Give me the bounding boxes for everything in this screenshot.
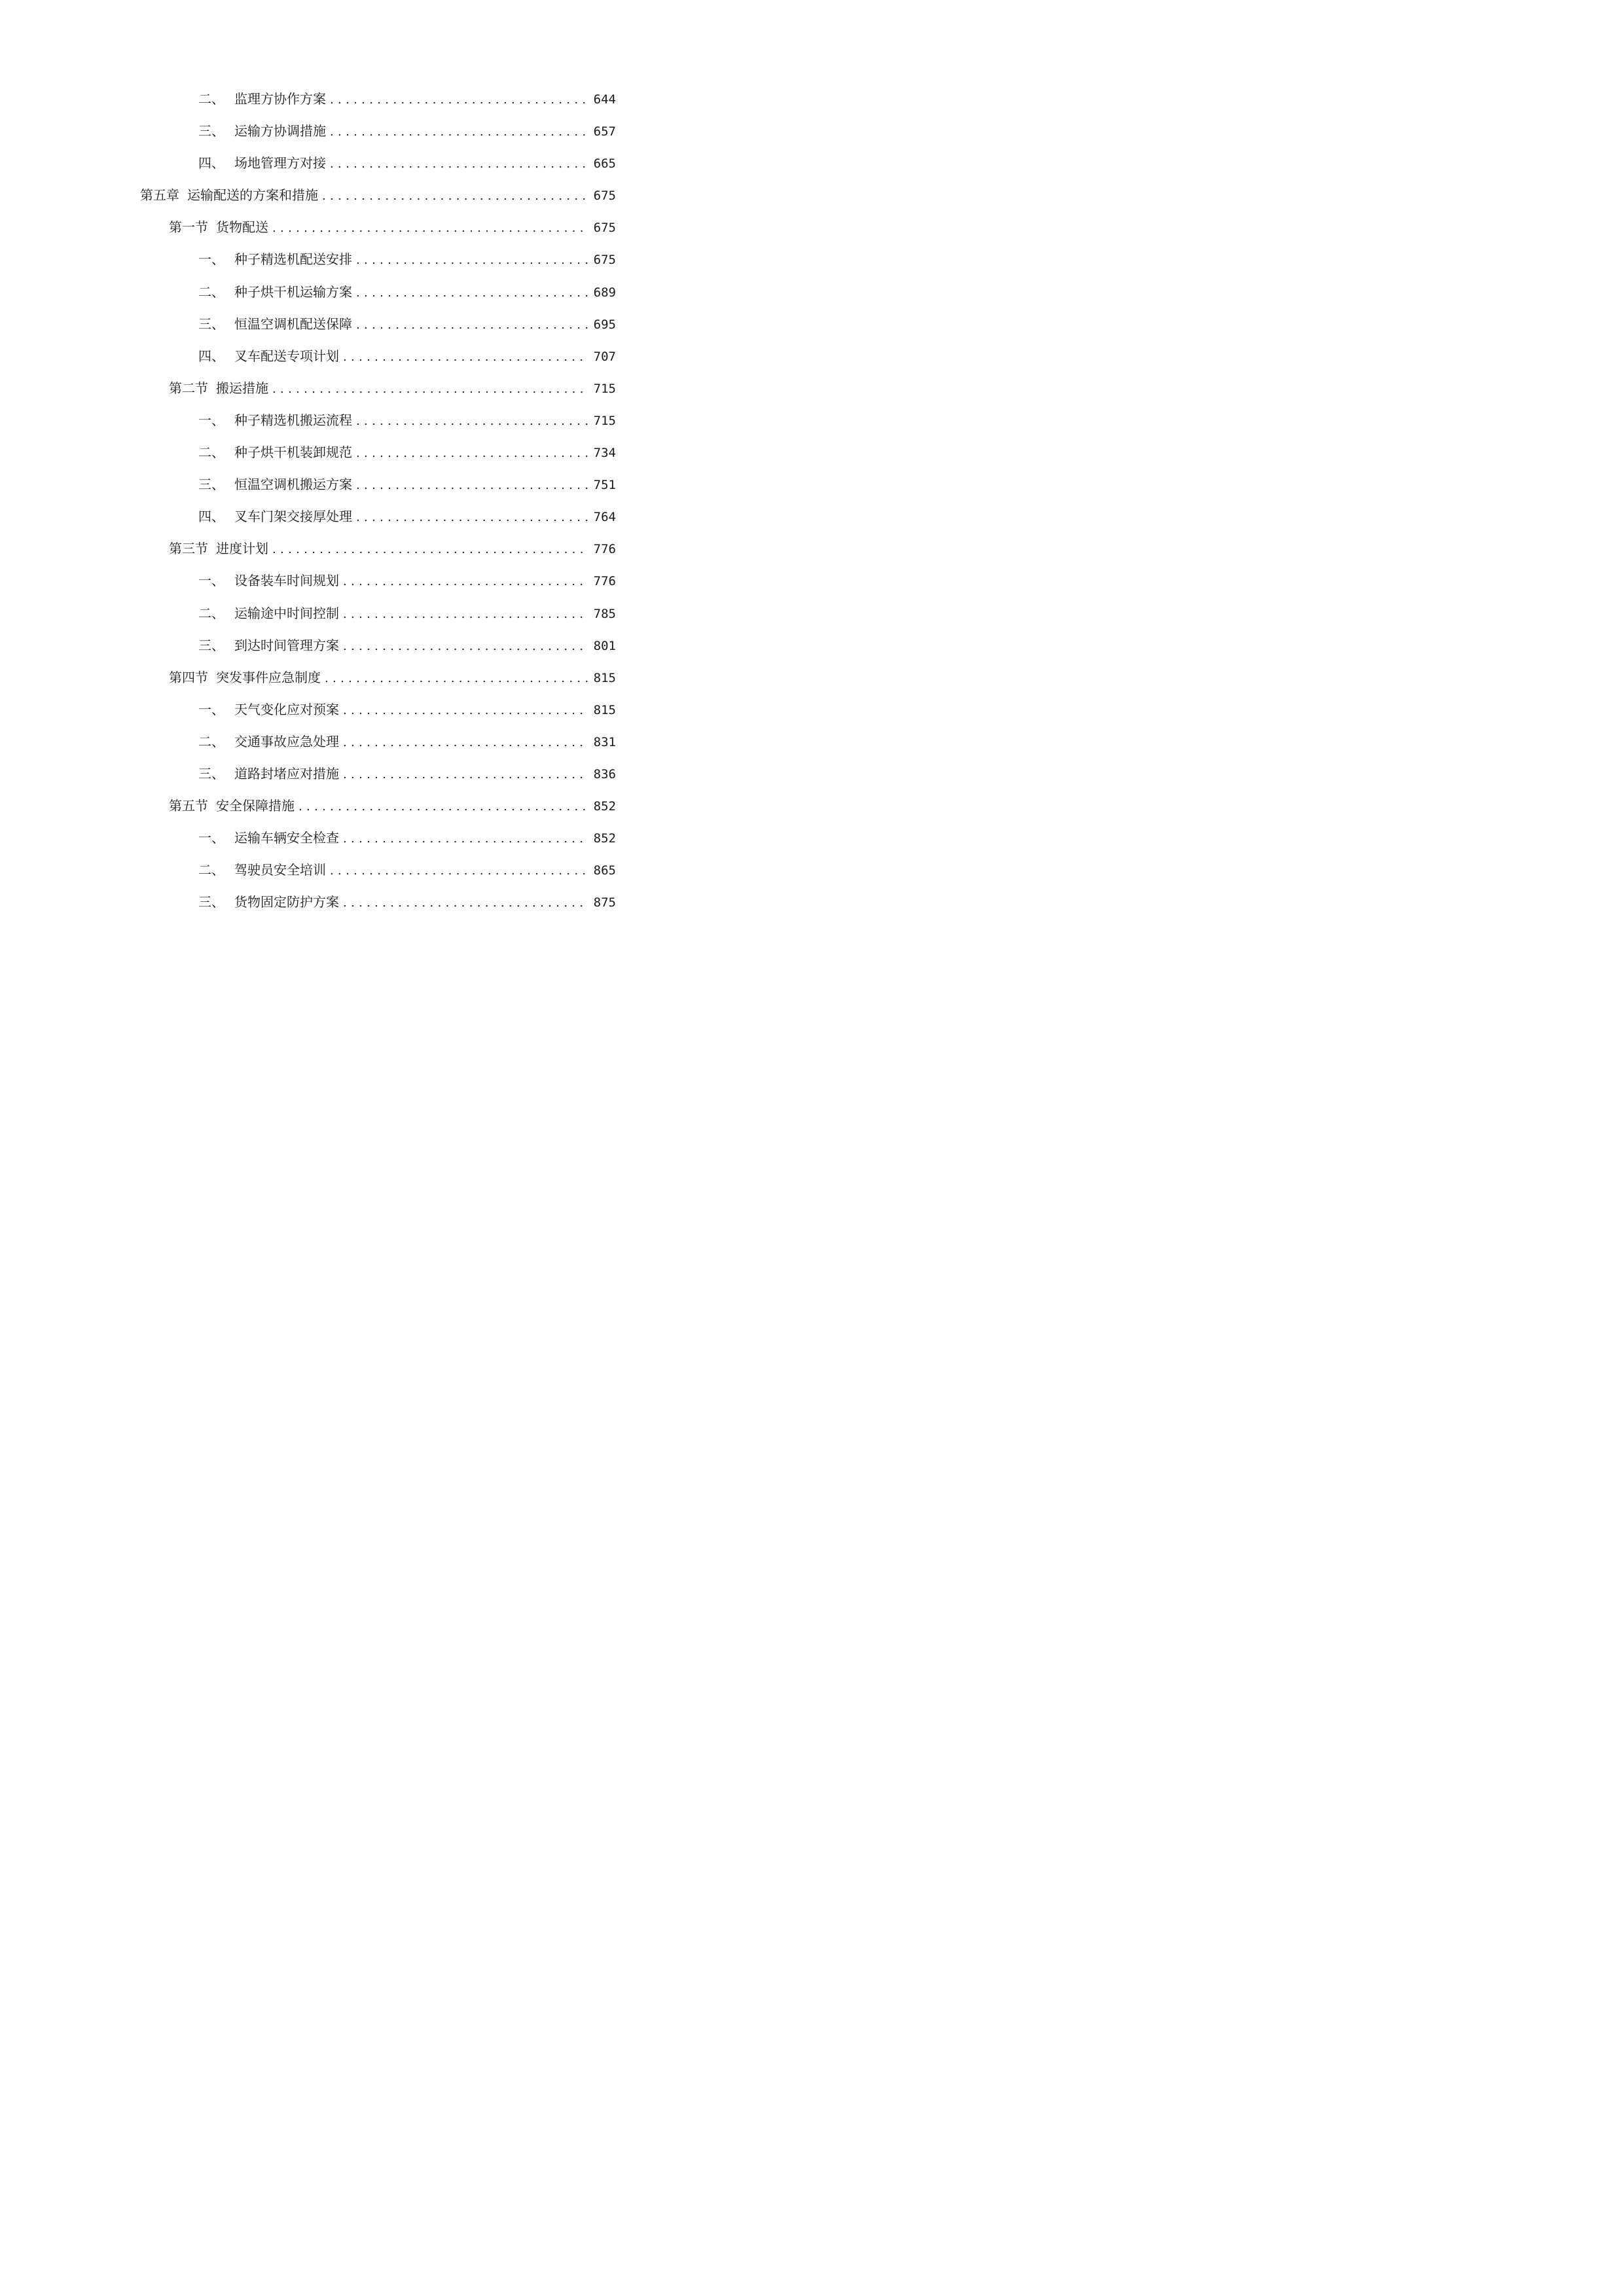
toc-entry-title: 天气变化应对预案	[234, 701, 339, 717]
toc-entry-number: 第四节	[169, 669, 208, 685]
toc-entry-title: 到达时间管理方案	[234, 637, 339, 653]
toc-entry-number: 二、	[198, 605, 225, 621]
toc-entry-page: 836	[593, 766, 616, 781]
table-of-contents	[0, 83, 721, 918]
toc-entry-page: 734	[593, 446, 616, 461]
toc-section-entry[interactable]	[0, 662, 721, 694]
toc-dot-leader	[343, 694, 588, 726]
toc-entry-page: 764	[593, 510, 616, 525]
toc-entry[interactable]	[0, 565, 721, 597]
toc-entry-number: 三、	[198, 765, 225, 781]
toc-entry-page: 831	[593, 734, 616, 749]
toc-entry-number: 三、	[198, 637, 225, 653]
toc-entry-title: 安全保障措施	[216, 798, 295, 814]
toc-entry-title: 种子烘干机装卸规范	[234, 444, 352, 461]
toc-entry-number: 四、	[198, 509, 225, 525]
toc-section-entry[interactable]	[0, 372, 721, 404]
toc-entry-title: 运输车辆安全检查	[234, 830, 339, 846]
toc-entry-page: 852	[593, 831, 616, 846]
toc-entry-page: 689	[593, 285, 616, 300]
toc-entry-page: 815	[593, 670, 616, 685]
toc-entry-number: 三、	[198, 894, 225, 910]
toc-entry-title: 叉车配送专项计划	[234, 348, 339, 364]
toc-entry-title: 设备装车时间规划	[234, 573, 339, 589]
toc-dot-leader	[343, 565, 588, 598]
toc-entry[interactable]	[0, 340, 721, 372]
toc-entry-page: 665	[593, 156, 616, 171]
toc-dot-leader	[325, 662, 588, 694]
toc-dot-leader	[343, 630, 588, 662]
toc-entry-number: 一、	[198, 573, 225, 589]
toc-entry[interactable]	[0, 630, 721, 662]
toc-entry-number: 四、	[198, 348, 225, 364]
toc-dot-leader	[343, 823, 588, 855]
toc-entry-title: 交通事故应急处理	[234, 733, 339, 749]
toc-entry-title: 运输途中时间控制	[234, 605, 339, 621]
toc-dot-leader	[343, 759, 588, 791]
toc-entry[interactable]	[0, 469, 721, 501]
toc-entry-number: 一、	[198, 251, 225, 268]
toc-entry-number: 四、	[198, 155, 225, 171]
toc-entry[interactable]	[0, 822, 721, 854]
toc-entry-page: 785	[593, 606, 616, 621]
toc-entry-number: 二、	[198, 283, 225, 300]
toc-entry-number: 第三节	[169, 541, 208, 557]
toc-entry-title: 监理方协作方案	[234, 91, 326, 107]
toc-entry-title: 运输方协调措施	[234, 123, 326, 139]
toc-entry[interactable]	[0, 243, 721, 276]
toc-dot-leader	[356, 437, 588, 469]
toc-dot-leader	[356, 501, 588, 533]
toc-entry-title: 恒温空调机配送保障	[234, 315, 352, 332]
toc-entry-title: 叉车门架交接厚处理	[234, 509, 352, 525]
toc-dot-leader	[343, 887, 588, 919]
toc-dot-leader	[356, 405, 588, 437]
toc-section-entry[interactable]	[0, 790, 721, 822]
toc-entry-number: 二、	[198, 444, 225, 461]
toc-entry-number: 三、	[198, 476, 225, 493]
toc-entry-page: 865	[593, 863, 616, 878]
toc-entry-title: 进度计划	[216, 541, 268, 557]
toc-entry-page: 715	[593, 413, 616, 428]
toc-dot-leader	[343, 726, 588, 759]
toc-entry-page: 695	[593, 317, 616, 332]
toc-entry-page: 675	[593, 253, 616, 268]
toc-entry[interactable]	[0, 83, 721, 115]
toc-dot-leader	[356, 309, 588, 341]
toc-entry-title: 运输配送的方案和措施	[187, 187, 318, 204]
toc-entry-title: 搬运措施	[216, 380, 268, 396]
toc-entry[interactable]	[0, 501, 721, 533]
toc-dot-leader	[356, 277, 588, 309]
toc-entry-page: 815	[593, 702, 616, 717]
toc-entry-number: 二、	[198, 733, 225, 749]
toc-entry-title: 突发事件应急制度	[216, 669, 321, 685]
toc-entry-title: 道路封堵应对措施	[234, 765, 339, 781]
toc-entry-page: 776	[593, 542, 616, 557]
toc-dot-leader	[330, 855, 588, 887]
toc-section-entry[interactable]	[0, 211, 721, 243]
toc-entry-page: 875	[593, 895, 616, 910]
toc-dot-leader	[343, 341, 588, 373]
toc-dot-leader	[330, 116, 588, 148]
toc-entry-number: 第五章	[140, 187, 179, 204]
toc-entry-title: 驾驶员安全培训	[234, 862, 326, 878]
toc-entry-number: 三、	[198, 123, 225, 139]
toc-entry[interactable]	[0, 758, 721, 790]
toc-dot-leader	[330, 84, 588, 116]
toc-entry[interactable]	[0, 598, 721, 630]
toc-entry-number: 第二节	[169, 380, 208, 396]
toc-entry-number: 二、	[198, 91, 225, 107]
toc-entry-number: 三、	[198, 315, 225, 332]
toc-entry[interactable]	[0, 404, 721, 437]
toc-dot-leader	[272, 373, 588, 405]
toc-entry-title: 货物配送	[216, 219, 268, 236]
toc-entry-page: 675	[593, 188, 616, 204]
toc-entry-title: 种子精选机搬运流程	[234, 412, 352, 428]
toc-entry-page: 852	[593, 799, 616, 814]
toc-dot-leader	[298, 791, 588, 823]
toc-entry-page: 776	[593, 574, 616, 589]
toc-entry-title: 种子烘干机运输方案	[234, 283, 352, 300]
toc-dot-leader	[330, 148, 588, 180]
toc-dot-leader	[322, 180, 588, 212]
toc-dot-leader	[272, 212, 588, 244]
toc-entry-number: 一、	[198, 830, 225, 846]
toc-entry-number: 二、	[198, 862, 225, 878]
toc-entry[interactable]	[0, 726, 721, 758]
toc-entry[interactable]	[0, 437, 721, 469]
toc-entry-title: 恒温空调机搬运方案	[234, 476, 352, 493]
toc-entry[interactable]	[0, 276, 721, 308]
toc-dot-leader	[356, 469, 588, 501]
toc-entry-title: 种子精选机配送安排	[234, 251, 352, 268]
toc-entry[interactable]	[0, 115, 721, 147]
toc-entry-page: 657	[593, 124, 616, 139]
toc-entry-number: 第五节	[169, 798, 208, 814]
toc-dot-leader	[272, 533, 588, 565]
toc-entry[interactable]	[0, 308, 721, 340]
toc-entry[interactable]	[0, 694, 721, 726]
toc-entry-number: 第一节	[169, 219, 208, 236]
toc-entry[interactable]	[0, 854, 721, 886]
toc-dot-leader	[356, 244, 588, 276]
toc-section-entry[interactable]	[0, 533, 721, 565]
toc-dot-leader	[343, 598, 588, 630]
toc-entry-number: 一、	[198, 701, 225, 717]
toc-entry-number: 一、	[198, 412, 225, 428]
toc-entry-title: 场地管理方对接	[234, 155, 326, 171]
toc-entry-page: 707	[593, 349, 616, 364]
toc-entry-title: 货物固定防护方案	[234, 894, 339, 910]
toc-entry-page: 644	[593, 92, 616, 107]
toc-entry-page: 751	[593, 478, 616, 493]
toc-entry-page: 715	[593, 381, 616, 396]
toc-entry[interactable]	[0, 886, 721, 918]
toc-entry[interactable]	[0, 147, 721, 179]
toc-entry-page: 675	[593, 221, 616, 236]
toc-entry-page: 801	[593, 638, 616, 653]
toc-chapter-entry[interactable]	[0, 179, 721, 211]
